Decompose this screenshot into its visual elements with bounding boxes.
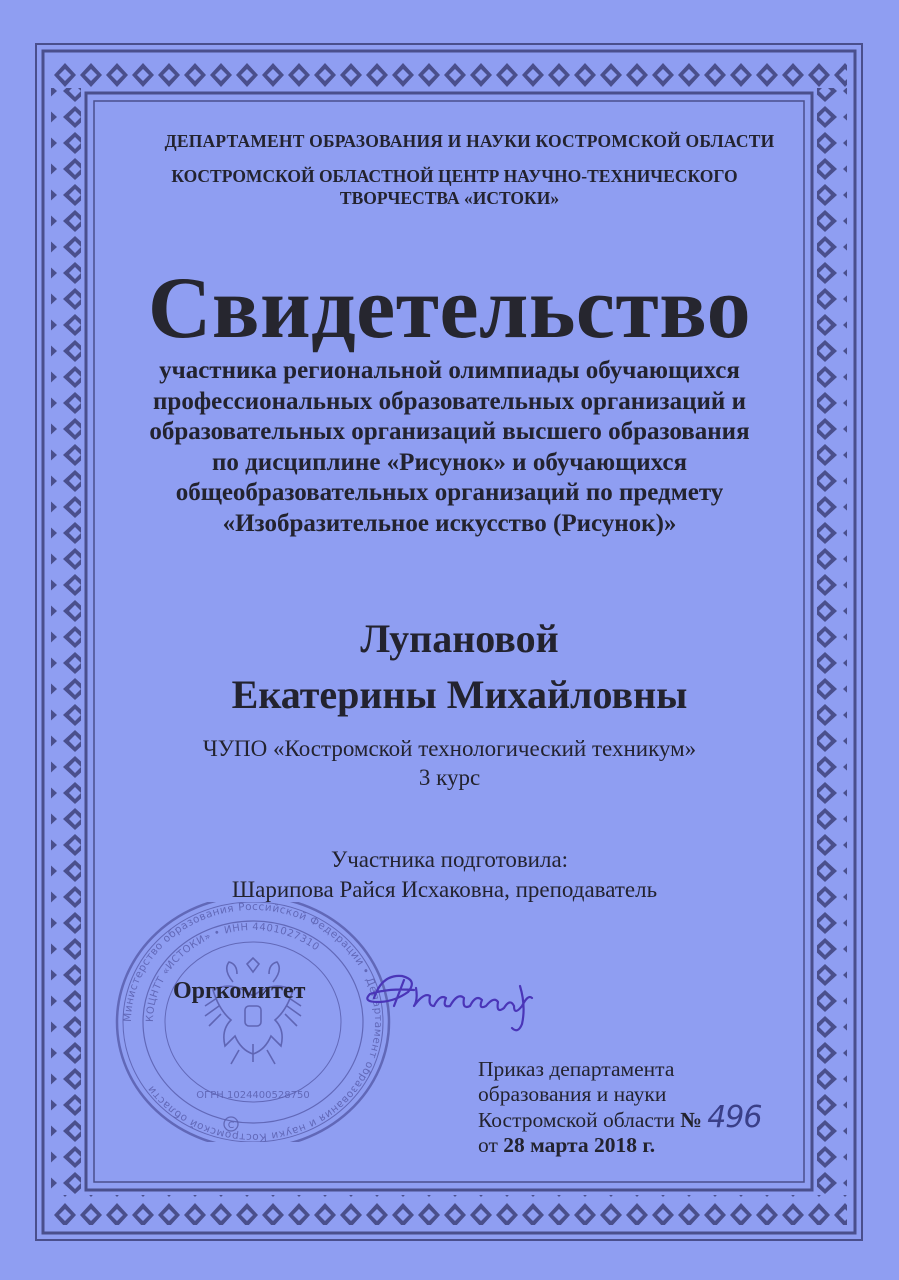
official-seal: [113, 902, 393, 1142]
subtitle-line: «Изобразительное искусство (Рисунок)»: [222, 509, 677, 537]
seal-outer-text: Министерство образования Российской Федерации • Департамент образования и науки Костромской области: [121, 902, 385, 1142]
svg-text:Министерство образования Росси: [122, 902, 384, 1142]
center-name-line2: ТВОРЧЕСТВА «ИСТОКИ»: [339, 188, 560, 208]
certificate-subtitle: [0, 356, 899, 539]
subtitle-line: образовательных организаций высшего образования: [149, 418, 750, 445]
orgcommittee-label: Оргкомитет: [173, 978, 306, 1004]
center-name-line1: КОСТРОМСКОЙ ОБЛАСТНОЙ ЦЕНТР НАУЧНО-ТЕХНИЧЕСКОГО: [171, 166, 738, 186]
recipient-given-names: Екатерины Михайловны: [231, 672, 688, 717]
order-line-number: [478, 1100, 762, 1135]
subtitle-line: по дисциплине «Рисунок» и обучающихся: [211, 448, 687, 476]
certificate-title: Свидетельство: [147, 260, 752, 357]
preparer-name: Шарипова Райся Исхаковна, преподаватель: [231, 877, 658, 902]
subtitle-line: участника региональной олимпиады обучающихся: [159, 357, 740, 384]
order-line: Костромской области: [478, 1108, 675, 1132]
order-line: образования и науки: [478, 1081, 667, 1106]
preparer-label: Участника подготовила:: [330, 847, 569, 872]
signature: [360, 958, 560, 1038]
seal-ogrn: ОГРН 1024400528750: [196, 1090, 310, 1101]
subtitle-line: профессиональных образовательных организаций и: [153, 387, 746, 415]
order-number: 496: [707, 1100, 762, 1135]
recipient-surname: Лупановой: [360, 616, 559, 661]
order-date-line: [478, 1133, 761, 1158]
department-heading: ДЕПАРТАМЕНТ ОБРАЗОВАНИЯ И НАУКИ КОСТРОМСКОЙ ОБЛАСТИ: [164, 131, 775, 151]
recipient-name: [10, 611, 899, 723]
svg-text:С: С: [227, 1121, 235, 1131]
eagle-emblem-icon: [205, 958, 301, 1064]
order-reference: [478, 1057, 761, 1157]
seal-inner-text: КОЦНТТ «ИСТОКИ» • ИНН 4401027310: [144, 921, 322, 1023]
recipient-course: 3 курс: [418, 765, 481, 790]
subtitle-line: общеобразовательных организаций по предмету: [175, 479, 724, 506]
order-line: Приказ департамента: [478, 1057, 675, 1081]
recipient-organization: ЧУПО «Костромской технологический техникум»: [202, 736, 697, 761]
order-date: 28 марта 2018 г.: [503, 1132, 656, 1157]
number-sign: №: [680, 1108, 702, 1132]
date-prefix: от: [478, 1132, 498, 1157]
